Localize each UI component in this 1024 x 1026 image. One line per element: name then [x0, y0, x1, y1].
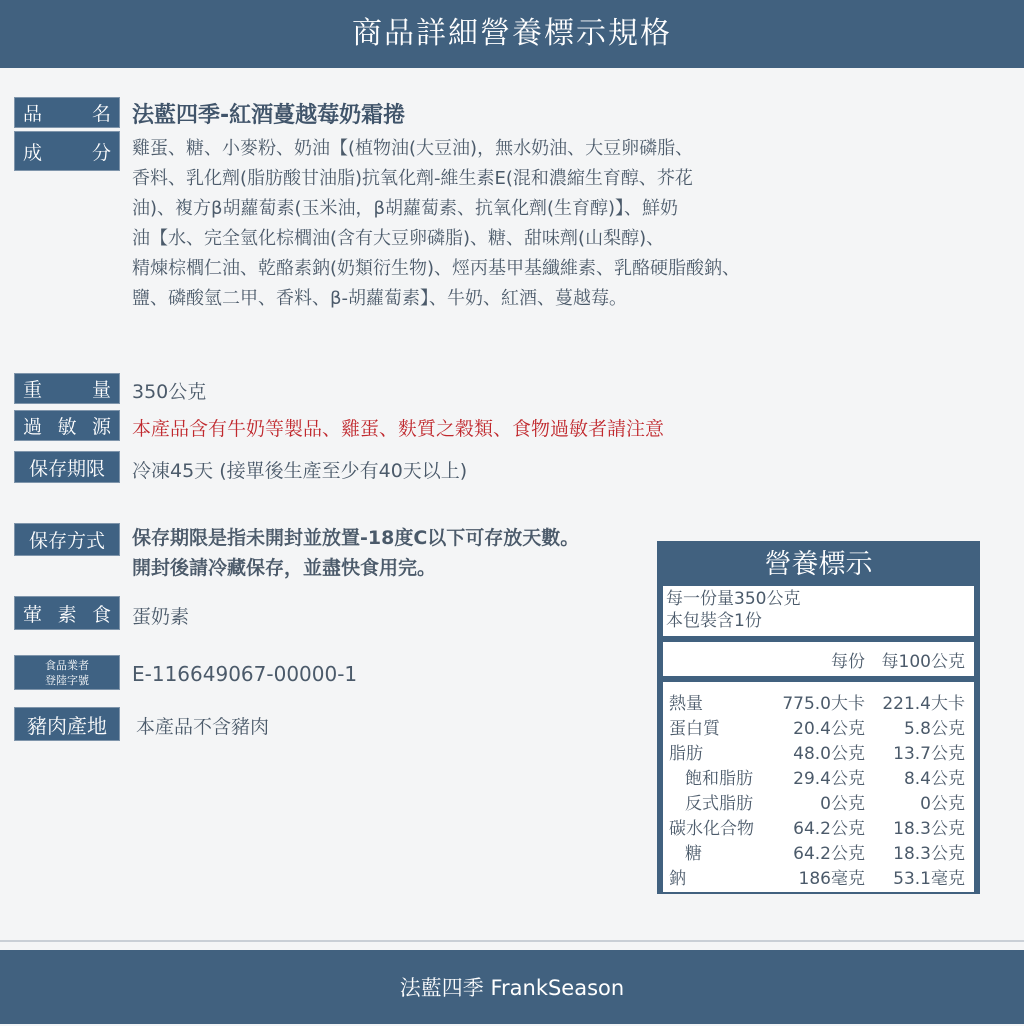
- ingredients-line: 油【水、完全氫化棕櫚油(含有大豆卵磷脂)、糖、甜味劑(山梨醇)、: [132, 228, 665, 249]
- label-char: 源: [91, 416, 111, 438]
- label-char: 食: [91, 603, 111, 626]
- serving-size: 每一份量350公克: [666, 589, 801, 609]
- nutrient-name: 碳水化合物: [669, 819, 754, 839]
- label-registration: [14, 655, 120, 690]
- nutrient-per-100g: 5.8公克: [903, 719, 965, 739]
- product-name: 法藍四季-紅酒蔓越莓奶霜捲: [132, 103, 406, 128]
- nutrient-per-100g: 53.1毫克: [893, 869, 965, 889]
- label-char: 葷: [23, 603, 43, 626]
- label-char: 重: [23, 379, 43, 401]
- nutrition-column-headers: [663, 642, 974, 676]
- page-footer: 法藍四季 FrankSeason: [0, 950, 1024, 1024]
- nutrient-per-serving: 186毫克: [798, 869, 865, 889]
- pork-value: 本產品不含豬肉: [136, 716, 270, 738]
- ingredients-line: 精煉棕櫚仁油、乾酪素鈉(奶類衍生物)、烴丙基甲基纖維素、乳酪硬脂酸鈉、: [132, 258, 741, 279]
- nutrient-name: 熱量: [669, 694, 703, 714]
- nutrition-row: [663, 792, 974, 817]
- nutrient-name: 反式脂肪: [685, 794, 753, 814]
- storage-line: 開封後請冷藏保存，並盡快食用完。: [132, 557, 437, 579]
- registration-value: E-116649067-00000-1: [132, 662, 358, 686]
- nutrient-per-100g: 221.4大卡: [882, 694, 965, 714]
- nutrient-name: 飽和脂肪: [685, 769, 753, 789]
- nutrient-per-serving: 48.0公克: [793, 744, 865, 764]
- label-line: 食品業者: [45, 658, 89, 672]
- ingredients-line: 香料、乳化劑(脂肪酸甘油脂)抗氧化劑-維生素E(混和濃縮生育醇、芥花: [132, 168, 693, 189]
- nutrient-per-100g: 18.3公克: [893, 819, 965, 839]
- allergen-value: 本產品含有牛奶等製品、雞蛋、麩質之穀類、食物過敏者請注意: [132, 418, 665, 440]
- ingredients-line: 油)、複方β胡蘿蔔素(玉米油，β胡蘿蔔素、抗氧化劑(生育醇)】、鮮奶: [132, 198, 679, 219]
- label-pork: 豬肉產地: [14, 707, 120, 741]
- label-diet: [14, 596, 120, 630]
- label-char: 名: [91, 103, 111, 125]
- label-line: 登陸字號: [45, 673, 89, 687]
- nutrient-per-100g: 18.3公克: [893, 844, 965, 864]
- nutrition-row: [663, 817, 974, 842]
- shelf-life-value: 冷凍45天 (接單後生產至少有40天以上): [132, 460, 468, 482]
- label-char: 素: [57, 603, 77, 626]
- label-weight: [14, 373, 120, 404]
- nutrition-title: 營養標示: [764, 549, 873, 580]
- label-allergen: [14, 410, 120, 441]
- ingredients: [132, 134, 740, 314]
- nutrition-row: [663, 717, 974, 742]
- nutrient-per-serving: 29.4公克: [793, 769, 865, 789]
- nutrient-per-serving: 775.0大卡: [782, 694, 865, 714]
- col-per-100g: 每100公克: [881, 651, 965, 672]
- weight-value: 350公克: [132, 381, 207, 403]
- serving-info: [663, 586, 974, 636]
- label-char: 量: [91, 379, 111, 401]
- nutrition-row: [663, 742, 974, 767]
- nutrient-per-serving: 64.2公克: [793, 819, 865, 839]
- label-shelf-life: 保存期限: [14, 451, 120, 483]
- label-product-name: [14, 97, 120, 128]
- label-char: 成: [23, 141, 43, 164]
- label-char: 分: [91, 141, 111, 164]
- ingredients-line: 雞蛋、糖、小麥粉、奶油【(植物油(大豆油)，無水奶油、大豆卵磷脂、: [132, 138, 694, 159]
- nutrient-per-100g: 0公克: [920, 794, 965, 814]
- label-char: 過: [23, 416, 43, 438]
- ingredients-line: 鹽、磷酸氫二甲、香料、β-胡蘿蔔素】、牛奶、紅酒、蔓越莓。: [132, 288, 627, 309]
- nutrition-row: [663, 867, 974, 892]
- page-header: 商品詳細營養標示規格: [0, 0, 1024, 68]
- servings-per-package: 本包裝含1份: [666, 611, 762, 631]
- nutrition-row: [663, 842, 974, 867]
- label-char: 敏: [57, 416, 77, 438]
- label-ingredients: [14, 131, 120, 171]
- nutrient-per-100g: 8.4公克: [903, 769, 965, 789]
- nutrient-name: 脂肪: [669, 744, 703, 764]
- label-storage: 保存方式: [14, 523, 120, 556]
- nutrient-per-100g: 13.7公克: [893, 744, 965, 764]
- nutrient-per-serving: 20.4公克: [793, 719, 865, 739]
- nutrient-name: 蛋白質: [669, 719, 720, 739]
- nutrition-row: [663, 767, 974, 792]
- nutrition-row: [663, 692, 974, 717]
- diet-value: 蛋奶素: [132, 606, 190, 628]
- nutrient-name: 糖: [685, 844, 702, 864]
- storage-line: 保存期限是指未開封並放置-18度C以下可存放天數。: [132, 527, 580, 549]
- divider: [0, 940, 1024, 942]
- nutrition-facts: [657, 541, 980, 894]
- storage-value: [132, 523, 579, 583]
- label-char: 品: [23, 103, 43, 125]
- nutrition-rows: [663, 682, 974, 892]
- nutrient-per-serving: 64.2公克: [793, 844, 865, 864]
- nutrient-name: 鈉: [669, 869, 686, 889]
- nutrient-per-serving: 0公克: [820, 794, 865, 814]
- col-per-serving: 每份: [831, 651, 865, 672]
